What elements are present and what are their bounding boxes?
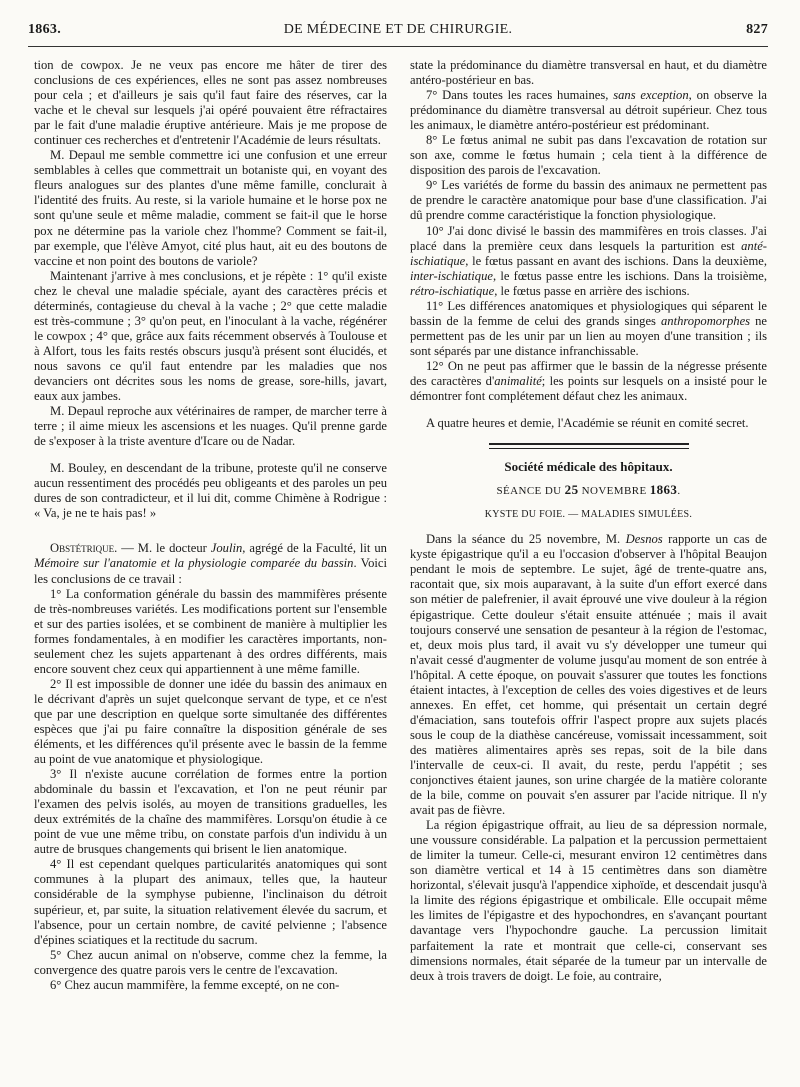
obstetrics-intro: Obstétrique. — M. le docteur Joulin, agrégé de la Faculté, lit un Mémoire sur l'anatomie et la physiologie comparée du bassin. Voici les conclusions de ce travail : [34,541,387,586]
conclusion-item: 10° J'ai donc divisé le bassin des mammifères en trois classes. J'ai placé dans la première ceux dans lesquels la parturition est anté-ischiatique, le fœtus passant en avant des ischions. Dans la deuxième, inter-ischiatique, le fœtus passe entre les ischions. Dans la troisième, rétro-ischiatique, le fœtus passe en arrière des ischions. [410,223,767,298]
header-title: DE MÉDECINE ET DE CHIRURGIE. [283,22,513,37]
conclusion-item: 1° La conformation générale du bassin des mammifères présente de très-nombreuses variétés. Les modifications portent sur l'ensemble et sur des parties isolées, et se combinent de manière à multiplier les formes fondamentales, à en modifier les caractères importants, non-seulement chez les sujets appartenant à des ordres différents, mais encore souvent chez ceux qui appartiennent à une même famille. [34,586,387,676]
paragraph: Dans la séance du 25 novembre, M. Desnos rapporte un cas de kyste épigastrique qu'il a eu l'occasion d'observer à l'hôpital Beaujon pendant le mois de septembre. Le sujet, âgé de trente-quatre ans, racontait que, six mois auparavant, à la suite d'un effort exercé dans son métier de palefrenier, il avait éprouvé une vive douleur à la région épigastrique. Cette douleur s'était ensuite atténuée ; mais il avait toujours conservé une sensation de pesanteur à la région de l'estomac, et, deux mois plus tard, il avait vu s'y développer une tumeur qui n'avait cessé d'augmenter de volume jusqu'au moment de son entrée à l'hôpital. A cette époque, on pouvait s'assurer que toutes les fonctions étaient intactes, à l'exception de celles des voies digestives et de leurs annexes. En effet, cet homme, qui présentait un certain degré d'émaciation, sans toutefois offrir l'aspect propre aux sujets placés sous le coup de la diathèse cancéreuse, vomissait incessamment, soit des matières alimentaires après ses repas, soit de la bile dans l'intervalle de ceux-ci. Il avait, du reste, perdu l'appétit ; ses conjonctives étaient jaunes, son urine chargée de la matière colorante de la bile, comme on pouvait s'en assurer par l'acide nitrique. Il n'y avait pas de fièvre. [410,532,767,818]
author-name: Joulin [210,541,243,556]
running-header [28,18,768,47]
left-column [34,58,387,1078]
memoir-title: Mémoire sur l'anatomie et la physiologie comparée du bassin [34,556,354,571]
paragraph: M. Bouley, en descendant de la tribune, proteste qu'il ne conserve aucun ressentiment des procédés peu obligeants et des paroles un peu dures de son contradicteur, et il lui dit, comme Chimène à Rodrigue : « Va, je ne te hais pas! » [34,461,387,521]
section-title: Société médicale des hôpitaux. [504,459,673,475]
paragraph: state la prédominance du diamètre transversal en haut, et du diamètre antéro-postérieur en bas. [410,58,767,88]
conclusion-item: 2° Il est impossible de donner une idée du bassin des animaux en le décrivant d'après un sujet quelconque servant de type, et ce n'est que par une description en quelque sorte simultanée des différentes espèces que j'ai pu faire connaître la disposition générale de ses éléments, et les différences qu'il présente avec le bassin de la femme au point de vue anatomique et physiologique. [34,676,387,767]
conclusion-item: 6° Chez aucun mammifère, la femme excepté, on ne con- [50,977,340,992]
section-divider [489,443,689,449]
paragraph: Maintenant j'arrive à mes conclusions, et je répète : 1° qu'il existe chez le cheval une maladie spéciale, ayant des caractères précis et déterminés, contagieuse du cheval à la vache ; 2° que cette maladie est très-commune ; 3° qu'on peut, en l'inoculant à la vache, régénérer le cowpox ; 4° que, grâce aux faits récemment observés à Toulouse et à Alfort, tous les faits restés obscurs jusqu'à présent sont élucidés, et nous savons ce qu'il faut entendre par les maladies que nos devanciers ont décrites sous les noms de grease, sore-hills, javart, eaux aux jambes. [34,268,387,404]
author-name: Desnos [625,532,663,547]
paragraph: La région épigastrique offrait, au lieu de sa dépression normale, une voussure considérable. La palpation et la percussion permettaient de limiter la tumeur. Celle-ci, mesurant environ 12 centimètres dans son diamètre vertical et 14 à 15 centimètres dans son diamètre horizontal, s'élevait jusqu'à l'appendice xiphoïde, et descendait jusqu'à la limite des régions épigastrique et ombilicale. Elle occupait même les limites de l'épigastre et des hypochondres, en s'avançant pourtant davantage vers l'hypochondre gauche. La percussion limitait parfaitement la rate et montrait que celle-ci, conservant ses dimensions normales, était séparée de la tumeur par un intervalle de deux à trois travers de doigt. Le foie, au contraire, [410,818,767,983]
conclusion-item: 3° Il n'existe aucune corrélation de formes entre la portion abdominale du bassin et l'excavation, et l'on ne peut réunir par l'examen des pelvis isolés, au moyen de transitions graduelles, les deux extrémités de la chaîne des mammifères. Lorsqu'on étudie à ce point de vue une même tribu, on constate parfois d'un individu à un autre de brusques changements qui brisent le lien anatomique. [34,767,387,857]
case-title: KYSTE DU FOIE. — MALADIES SIMULÉES. [484,509,693,521]
conclusion-item: 5° Chez aucun animal on n'observe, comme chez la femme, la convergence des quatre parois vers le centre de l'excavation. [34,947,387,977]
paragraph: tion de cowpox. Je ne veux pas encore me hâter de tirer des conclusions de ces expériences, elles ne sont pas assez nombreuses pour cela ; et d'ailleurs je sais qu'il faut faire des réserves, car la vache et le cheval sur lesquels j'ai opéré pouvaient être réfractaires par le fait d'une maladie éruptive antérieure. Mais je me propose de continuer ces recherches et d'entretenir l'Académie de leurs résultats. [34,58,387,148]
paragraph: A quatre heures et demie, l'Académie se réunit en comité secret. [426,416,749,431]
conclusion-item: 7° Dans toutes les races humaines, sans exception, on observe la prédominance du diamètre transversal au détroit supérieur. Chez tous les animaux, le diamètre antéro-postérieur est prédominant. [410,88,767,133]
conclusion-item: 9° Les variétés de forme du bassin des animaux ne permettent pas de prendre le caractère anatomique pour base d'une classification. J'ai dû prendre comme caractéristique la fonction physiologique. [410,178,767,223]
conclusion-item: 11° Les différences anatomiques et physiologiques qui séparent le bassin de la femme de celui des grands singes anthropomorphes ne permettent pas de les unir par un lien au moyen d'une transition ; ils sont séparés par une distance infranchissable. [410,298,767,358]
conclusion-item: 4° Il est cependant quelques particularités anatomiques qui sont communes à la plupart des animaux, telles que, la hauteur considérable de la symphyse pubienne, l'inclinaison du détroit supérieur, et, par suite, la situation relativement élevée du sacrum, et l'absence, pour un certain nombre, de cavité pelvienne ; l'absence d'épines sciatiques et la rectitude du sacrum. [34,857,387,947]
session-date: SÉANCE DU 25 NOVEMBRE 1863. [496,482,681,498]
page-number: 827 [746,22,768,37]
section-label: Obstétrique. [50,541,118,556]
paragraph: M. Depaul me semble commettre ici une confusion et une erreur semblables à celles que commettrait un botaniste qui, en voyant des fleurs analogues sur des plantes d'une même famille, conclurait à l'identité des fruits. Au reste, si la variole humaine et le horse pox ne sont qu'une seule et même maladie, comment se fait-il que le horse pox ne détermine pas la variole chez l'homme? Comment se fait-il, par exemple, que l'élève Amyot, cité plus haut, ait eu des boutons de vaccine et non point des boutons de variole? [34,148,387,268]
right-column [410,58,767,1078]
conclusion-item: 8° Le fœtus animal ne subit pas dans l'excavation de rotation sur son axe, comme le fœtus humain ; cela tient à la différence de disposition des parois de l'excavation. [410,133,767,178]
paragraph: M. Depaul reproche aux vétérinaires de ramper, de marcher terre à terre ; il aime mieux les ascensions et les nuages. Qu'il prenne garde de s'exposer à la triste aventure d'Icare ou de Nadar. [34,404,387,449]
conclusion-item: 12° On ne peut pas affirmer que le bassin de la négresse présente des caractères d'animalité; les points sur lesquels on a insisté pour le démontrer font complétement défaut chez les animaux. [410,358,767,404]
header-year: 1863. [28,22,61,37]
